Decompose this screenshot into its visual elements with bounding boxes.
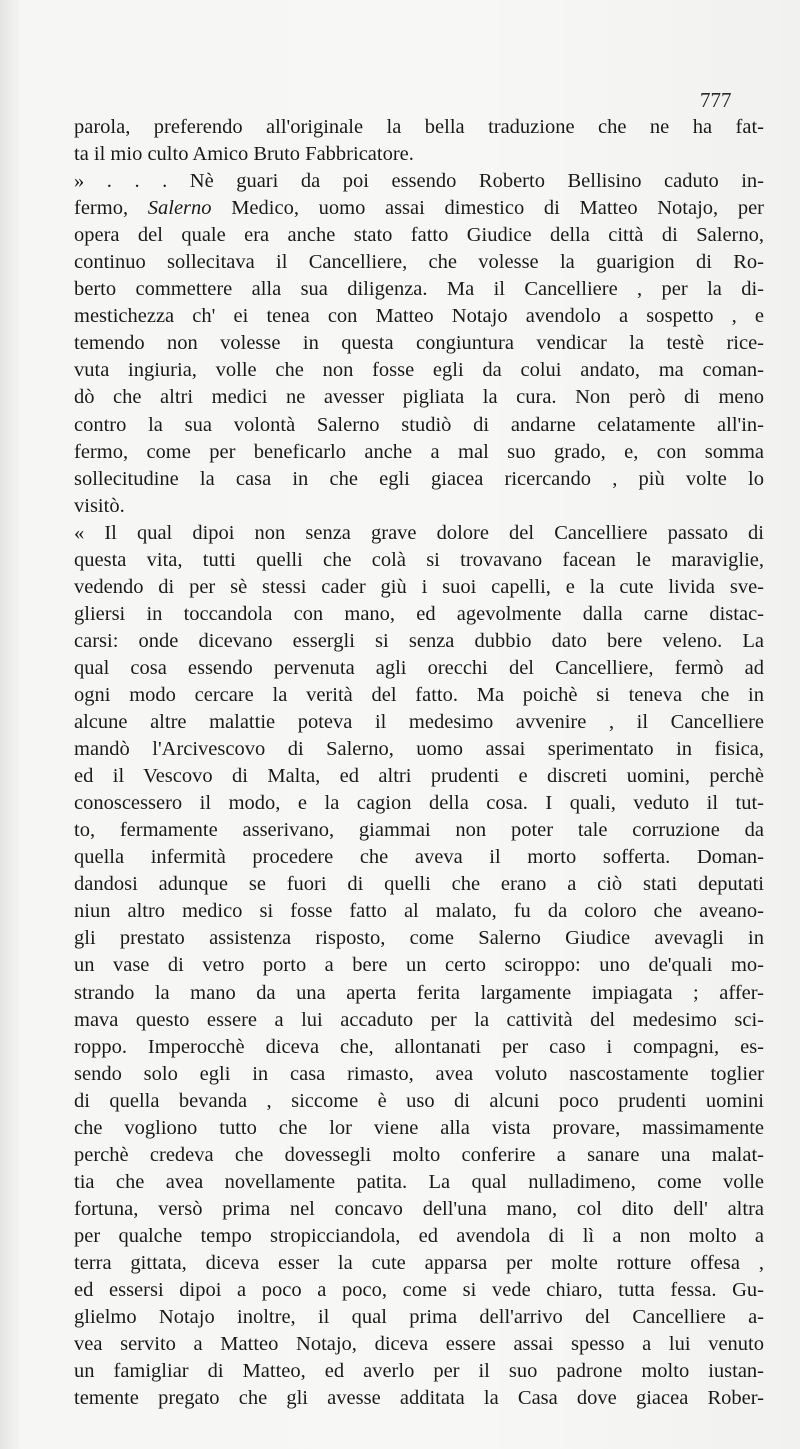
text-line: glielmo Notajo inoltre, il qual prima dell'arrivo del Cancelliere a-: [74, 1306, 764, 1329]
text-line: che vogliono tutto che lor viene alla vista provare, massimamente: [74, 1116, 764, 1139]
text-line: un famigliar di Matteo, ed averlo per il suo padrone molto iustan-: [74, 1360, 764, 1383]
text-line: ed essersi dipoi a poco a poco, come si vede chiaro, tutta fessa. Gu-: [74, 1279, 764, 1302]
body-text: [74, 114, 764, 1412]
text-line: mava questo essere a lui accaduto per la cattività del medesimo sci-: [74, 1008, 764, 1031]
text-line: terra gittata, diceva esser la cute apparsa per molte rotture offesa ,: [74, 1251, 764, 1274]
text-line: gli prestato assistenza risposto, come Salerno Giudice avevagli in: [74, 927, 764, 950]
text-line: strando la mano da una aperta ferita largamente impiagata ; affer-: [74, 981, 764, 1004]
text-line: temendo non volesse in questa congiuntura vendicar la testè rice-: [74, 332, 764, 355]
text-line: sollecitudine la casa in che egli giacea ricercando , più volte lo: [74, 467, 764, 490]
text-line: questa vita, tutti quelli che colà si trovavano facean le maraviglie,: [74, 548, 764, 571]
text-line: un vase di vetro porto a bere un certo sciroppo: uno de'quali mo-: [74, 954, 764, 977]
text-line: vea servito a Matteo Notajo, diceva essere assai spesso a lui venuto: [74, 1333, 764, 1356]
page-number: 777: [700, 88, 732, 112]
text-line: « Il qual dipoi non senza grave dolore del Cancelliere passato di: [74, 521, 764, 544]
text-line: temente pregato che gli avesse additata la Casa dove giacea Rober-: [74, 1387, 764, 1410]
text-line: mandò l'Arcivescovo di Salerno, uomo assai sperimentato in fisica,: [74, 738, 764, 761]
text-line: vedendo di per sè stessi cader giù i suoi capelli, e la cute livida sve-: [74, 575, 764, 598]
text-line: fermo, Salerno Medico, uomo assai dimestico di Matteo Notajo, per: [74, 197, 764, 220]
text-line: per qualche tempo stropicciandola, ed avendola di lì a non molto a: [74, 1224, 764, 1247]
text-line: mestichezza ch' ei tenea con Matteo Notajo avendolo a sospetto , e: [74, 305, 764, 328]
text-line: sendo solo egli in casa rimasto, avea voluto nascostamente toglier: [74, 1062, 764, 1085]
text-line: dandosi adunque se fuori di quelli che erano a ciò stati deputati: [74, 873, 764, 896]
text-line: vuta ingiuria, volle che non fosse egli da colui andato, ma coman-: [74, 359, 764, 382]
text-line: perchè credeva che dovessegli molto conferire a sanare una malat-: [74, 1143, 764, 1166]
text-line: ogni modo cercare la verità del fatto. Ma poichè si teneva che in: [74, 683, 764, 706]
text-line: dò che altri medici ne avesser pigliata la cura. Non però di meno: [74, 386, 764, 409]
text-line: quella infermità procedere che aveva il morto sofferta. Doman-: [74, 846, 764, 869]
text-line: » . . . Nè guari da poi essendo Roberto Bellisino caduto in-: [74, 170, 764, 193]
text-line: berto commettere alla sua diligenza. Ma il Cancelliere , per la di-: [74, 278, 764, 301]
text-line: di quella bevanda , siccome è uso di alcuni poco prudenti uomini: [74, 1089, 764, 1112]
text-line: opera del quale era anche stato fatto Giudice della città di Salerno,: [74, 224, 764, 247]
text-line: visitò.: [74, 494, 125, 517]
text-line: continuo sollecitava il Cancelliere, che volesse la guarigion di Ro-: [74, 251, 764, 274]
text-line: tia che avea novellamente patita. La qual nulladimeno, come volle: [74, 1170, 764, 1193]
text-line: alcune altre malattie poteva il medesimo avvenire , il Cancelliere: [74, 711, 764, 734]
text-line: roppo. Imperocchè diceva che, allontanati per caso i compagni, es-: [74, 1035, 764, 1058]
text-line: niun altro medico si fosse fatto al malato, fu da coloro che aveano-: [74, 900, 764, 923]
text-line: qual cosa essendo pervenuta agli orecchi del Cancelliere, fermò ad: [74, 656, 764, 679]
text-line: fermo, come per beneficarlo anche a mal suo grado, e, con somma: [74, 440, 764, 463]
text-line: conoscessero il modo, e la cagion della cosa. I quali, veduto il tut-: [74, 792, 764, 815]
text-line: contro la sua volontà Salerno studiò di andarne celatamente all'in-: [74, 413, 764, 436]
text-line: fortuna, versò prima nel concavo dell'una mano, col dito dell' altra: [74, 1197, 764, 1220]
text-line: to, fermamente asserivano, giammai non poter tale corruzione da: [74, 819, 764, 842]
text-line: ed il Vescovo di Malta, ed altri prudenti e discreti uomini, perchè: [74, 765, 764, 788]
text-line: gliersi in toccandola con mano, ed agevolmente dalla carne distac-: [74, 602, 764, 625]
text-line: parola, preferendo all'originale la bella traduzione che ne ha fat-: [74, 116, 764, 138]
text-line: carsi: onde dicevano essergli si senza dubbio dato bere veleno. La: [74, 629, 764, 652]
text-line: ta il mio culto Amico Bruto Fabbricatore.: [74, 143, 414, 166]
